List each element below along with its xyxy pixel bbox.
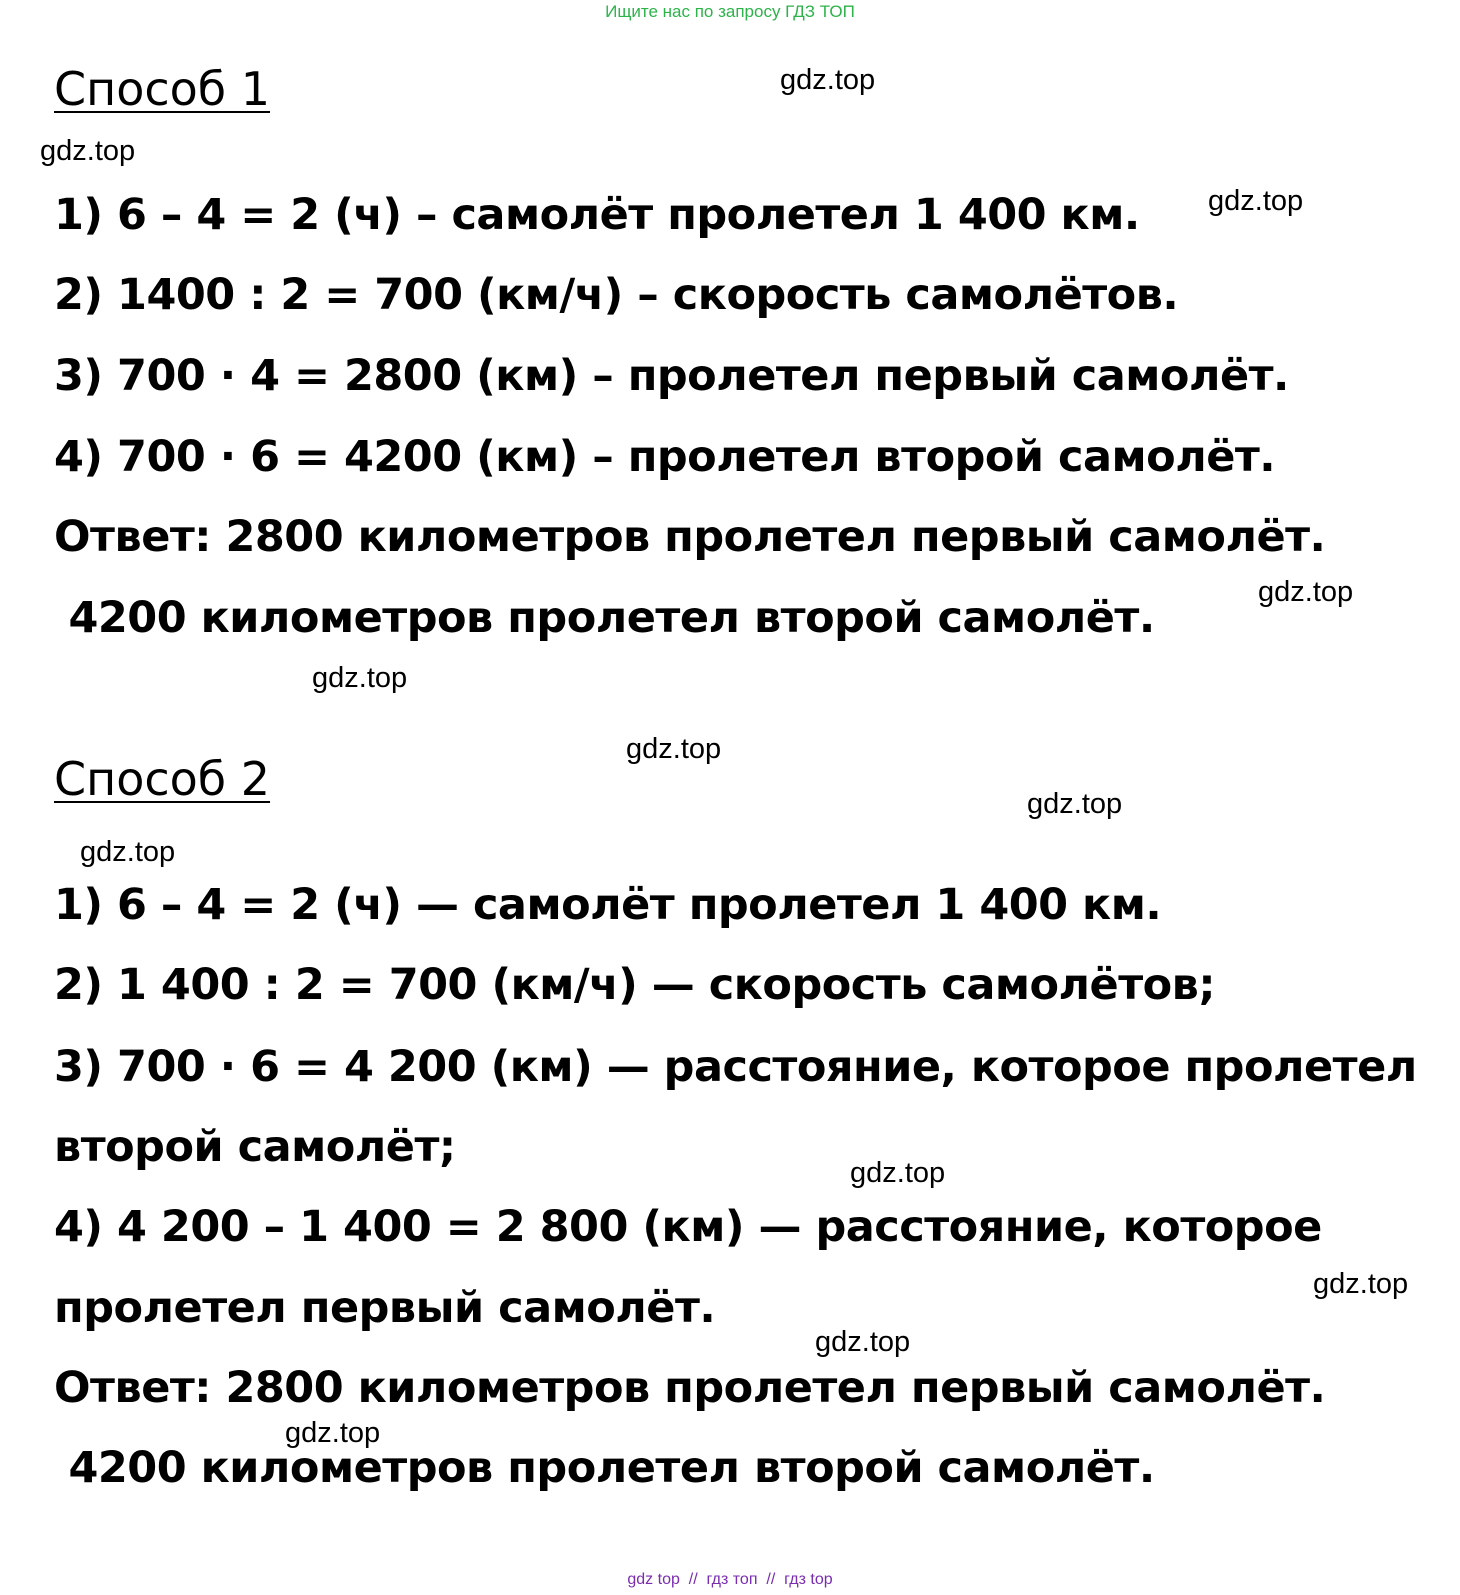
method-1-step-4: 4) 700 · 6 = 4200 (км) – пролетел второй самолёт. [54, 432, 1276, 482]
watermark: gdz.top [815, 1326, 911, 1358]
method-2-step-3: 3) 700 · 6 = 4 200 (км) — расстояние, которое пролетел [54, 1042, 1417, 1092]
watermark: gdz.top [1313, 1268, 1409, 1300]
watermark: gdz.top [850, 1157, 946, 1189]
method-2-answer-2: 4200 километров пролетел второй самолёт. [54, 1443, 1155, 1493]
watermark: gdz.top [1208, 185, 1304, 217]
watermark: gdz.top [780, 64, 876, 96]
method-2-step-1: 1) 6 – 4 = 2 (ч) — самолёт пролетел 1 400 км. [54, 880, 1162, 930]
footer-links: gdz top // гдз топ // гдз top [627, 1571, 833, 1588]
method-1-step-2: 2) 1400 : 2 = 700 (км/ч) – скорость самолётов. [54, 270, 1179, 320]
search-hint: Ищите нас по запросу ГДЗ ТОП [605, 2, 855, 21]
watermark: gdz.top [1027, 788, 1123, 820]
watermark: gdz.top [312, 662, 408, 694]
method-1-title: Способ 1 [54, 62, 271, 116]
method-2-answer-1: Ответ: 2800 километров пролетел первый самолёт. [54, 1363, 1326, 1413]
method-1-answer-2: 4200 километров пролетел второй самолёт. [54, 593, 1155, 643]
watermark: gdz.top [285, 1417, 381, 1449]
watermark: gdz.top [626, 733, 722, 765]
watermark: gdz.top [80, 836, 176, 868]
watermark: gdz.top [40, 135, 136, 167]
method-2-step-4: 4) 4 200 – 1 400 = 2 800 (км) — расстояние, которое [54, 1202, 1322, 1252]
method-2-step-3-cont: второй самолёт; [54, 1122, 456, 1172]
method-2-step-2: 2) 1 400 : 2 = 700 (км/ч) — скорость самолётов; [54, 960, 1216, 1010]
method-2-step-4-cont: пролетел первый самолёт. [54, 1283, 716, 1333]
method-1-answer-1: Ответ: 2800 километров пролетел первый самолёт. [54, 512, 1326, 562]
method-1-step-1: 1) 6 – 4 = 2 (ч) – самолёт пролетел 1 400 км. [54, 190, 1140, 240]
method-1-step-3: 3) 700 · 4 = 2800 (км) – пролетел первый самолёт. [54, 351, 1289, 401]
watermark: gdz.top [1258, 576, 1354, 608]
method-2-title: Способ 2 [54, 752, 271, 806]
